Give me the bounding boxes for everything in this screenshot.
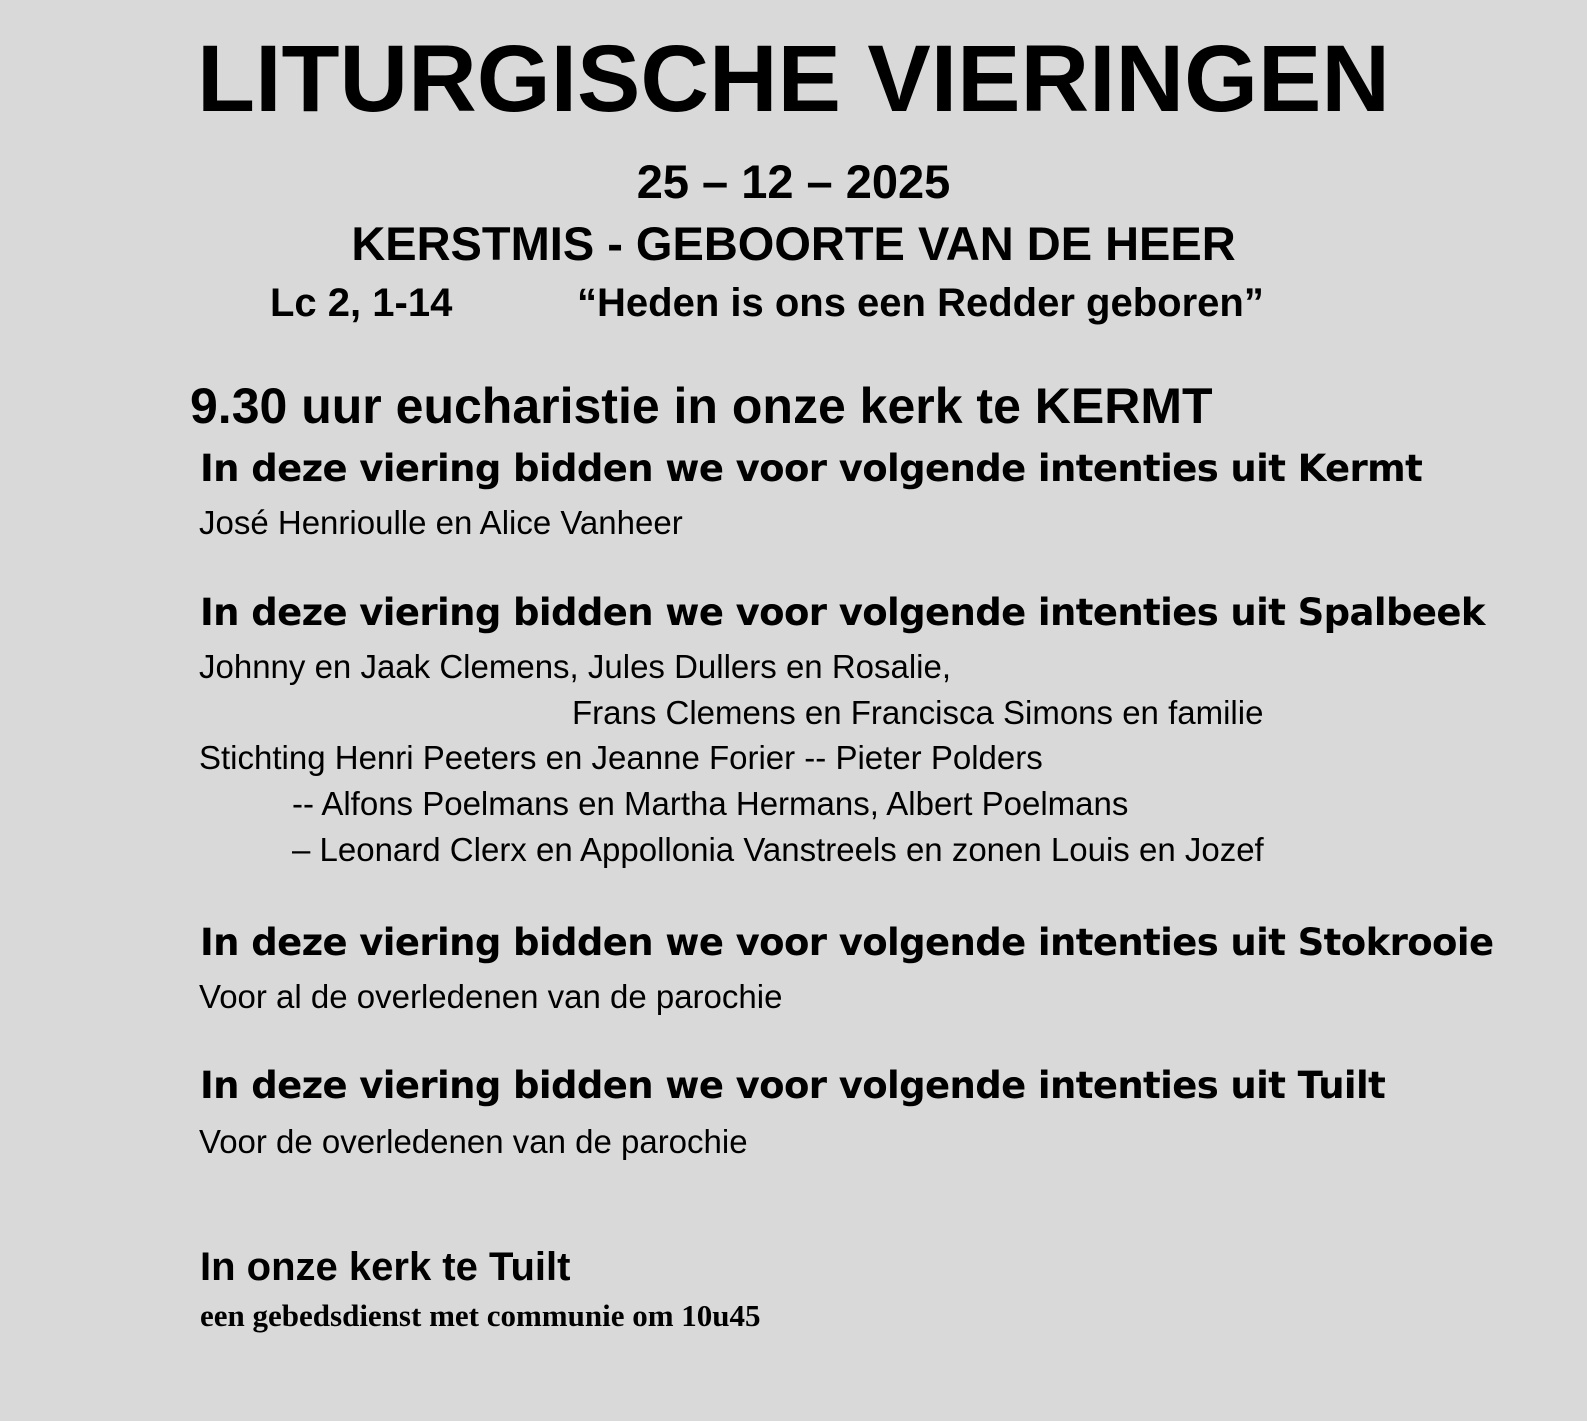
intention-line: Stichting Henri Peeters en Jeanne Forier -- Pieter Polders xyxy=(199,739,1043,776)
tuilt-service-details: een gebedsdienst met communie om 10u45 xyxy=(200,1298,761,1333)
feast-name: KERSTMIS - GEBOORTE VAN DE HEER xyxy=(351,217,1236,270)
intention-line: -- Alfons Poelmans en Martha Hermans, Albert Poelmans xyxy=(292,785,1129,822)
celebration-date: 25 – 12 – 2025 xyxy=(636,155,951,208)
intention-line: José Henrioulle en Alice Vanheer xyxy=(199,504,683,541)
section-heading-stokrooie: In deze viering bidden we voor volgende intenties uit Stokrooie xyxy=(200,921,1494,964)
intention-line: Frans Clemens en Francisca Simons en familie xyxy=(572,694,1264,731)
gospel-quote: “Heden is ons een Redder geboren” xyxy=(577,281,1264,325)
gospel-reference: Lc 2, 1-14 xyxy=(270,281,453,325)
intention-line: – Leonard Clerx en Appollonia Vanstreels en zonen Louis en Jozef xyxy=(292,831,1264,868)
page-title: LITURGISCHE VIERINGEN xyxy=(197,26,1390,132)
intention-line: Johnny en Jaak Clemens, Jules Dullers en Rosalie, xyxy=(199,648,952,685)
intention-line: Voor al de overledenen van de parochie xyxy=(199,978,783,1015)
section-heading-tuilt: In deze viering bidden we voor volgende intenties uit Tuilt xyxy=(200,1064,1386,1107)
section-heading-kermt: In deze viering bidden we voor volgende intenties uit Kermt xyxy=(200,447,1423,490)
tuilt-service-heading: In onze kerk te Tuilt xyxy=(200,1245,571,1289)
mass-heading: 9.30 uur eucharistie in onze kerk te KERMT xyxy=(190,378,1213,434)
intention-line: Voor de overledenen van de parochie xyxy=(199,1123,748,1160)
section-heading-spalbeek: In deze viering bidden we voor volgende intenties uit Spalbeek xyxy=(200,591,1485,634)
